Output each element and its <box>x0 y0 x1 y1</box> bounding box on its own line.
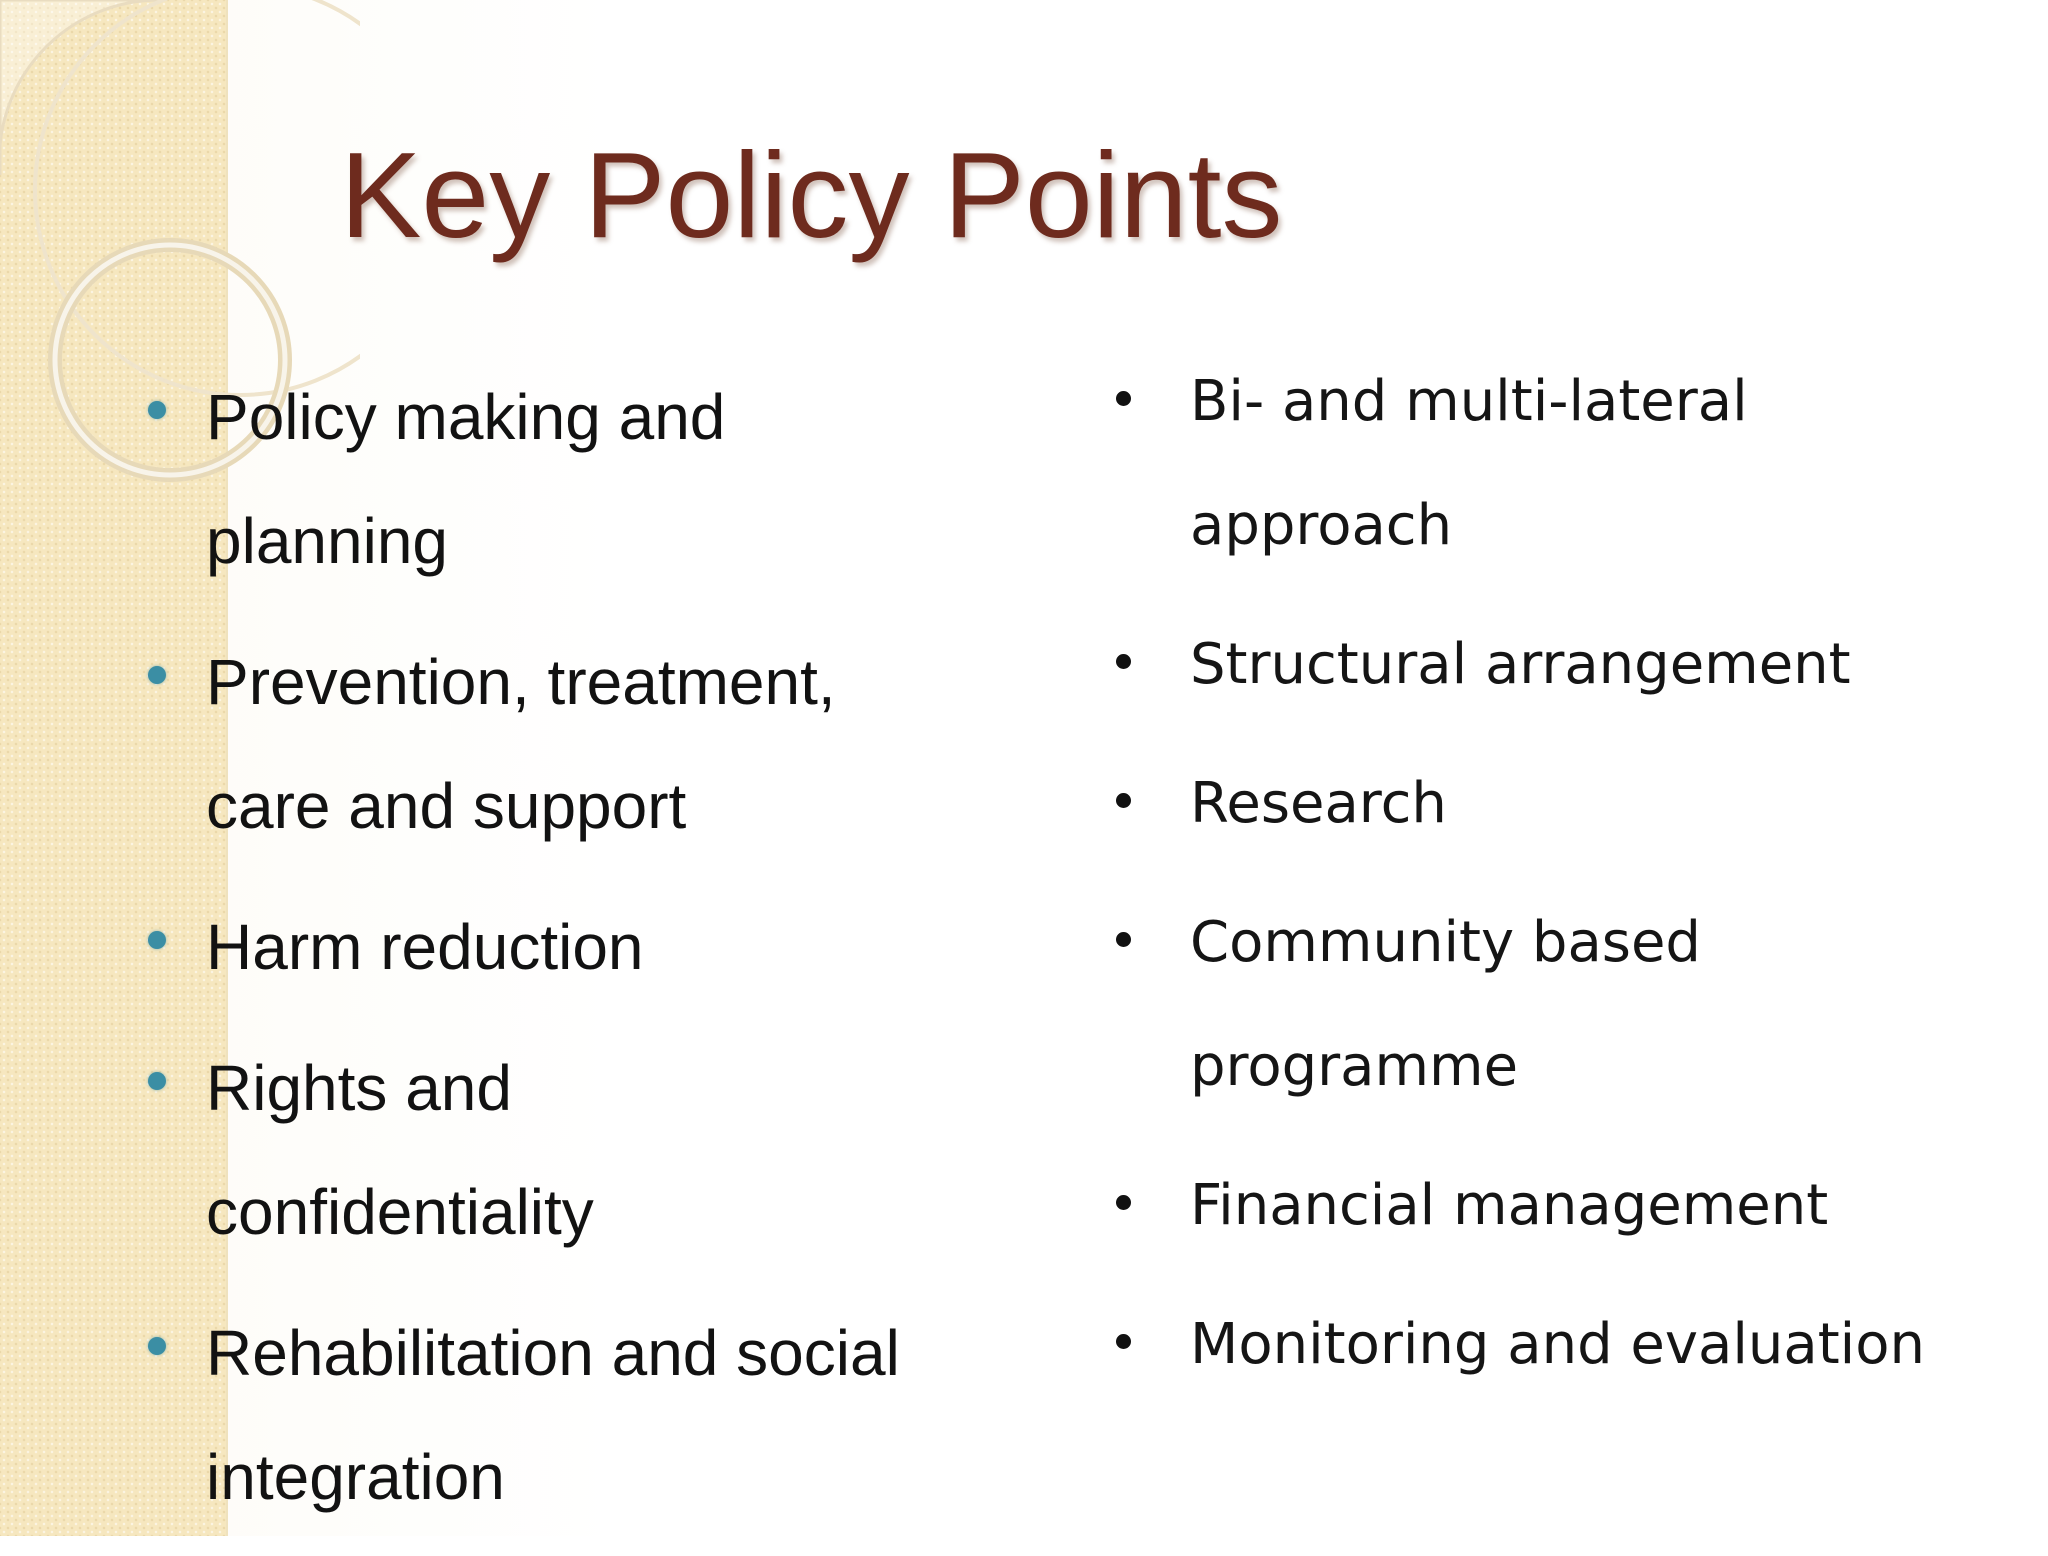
list-item <box>1100 881 2000 1129</box>
list-item <box>140 1026 900 1274</box>
list-item-text: Rehabilitation and social integration <box>206 1317 900 1513</box>
list-item-text: Structural arrangement <box>1190 632 1851 697</box>
list-item-text: Policy making and planning <box>206 381 726 577</box>
list-item <box>140 355 900 603</box>
list-item <box>140 620 900 868</box>
upper-arc-shape <box>0 0 160 175</box>
list-item <box>1100 1144 2000 1268</box>
left-bullet-list <box>140 355 900 1556</box>
list-item-text: Research <box>1190 771 1447 836</box>
list-item <box>1100 742 2000 866</box>
list-item <box>1100 603 2000 727</box>
large-ring-shape <box>35 0 360 395</box>
bullet-icon <box>148 666 166 684</box>
bullet-icon <box>148 931 166 949</box>
list-item <box>1100 340 2000 588</box>
list-item-text: Rights and confidentiality <box>206 1052 594 1248</box>
list-item <box>140 1291 900 1539</box>
bullet-icon <box>1116 391 1131 406</box>
bullet-icon <box>148 1072 166 1090</box>
bullet-icon <box>148 1337 166 1355</box>
list-item-text: Community based programme <box>1190 910 1701 1099</box>
bullet-icon <box>1116 654 1131 669</box>
list-item <box>140 885 900 1009</box>
bullet-icon <box>1116 932 1131 947</box>
list-item <box>1100 1283 2000 1407</box>
list-item-text: Financial management <box>1190 1173 1829 1238</box>
bullet-icon <box>1116 1195 1131 1210</box>
bullet-icon <box>148 401 166 419</box>
bullet-icon <box>1116 1334 1131 1349</box>
bullet-icon <box>1116 793 1131 808</box>
right-bullet-list <box>1100 340 2000 1422</box>
list-item-text: Monitoring and evaluation <box>1190 1312 1925 1377</box>
slide-title: Key Policy Points <box>340 127 1283 263</box>
list-item-text: Harm reduction <box>206 911 644 983</box>
list-item-text: Prevention, treatment, care and support <box>206 646 836 842</box>
list-item-text: Bi- and multi-lateral approach <box>1190 369 1748 558</box>
